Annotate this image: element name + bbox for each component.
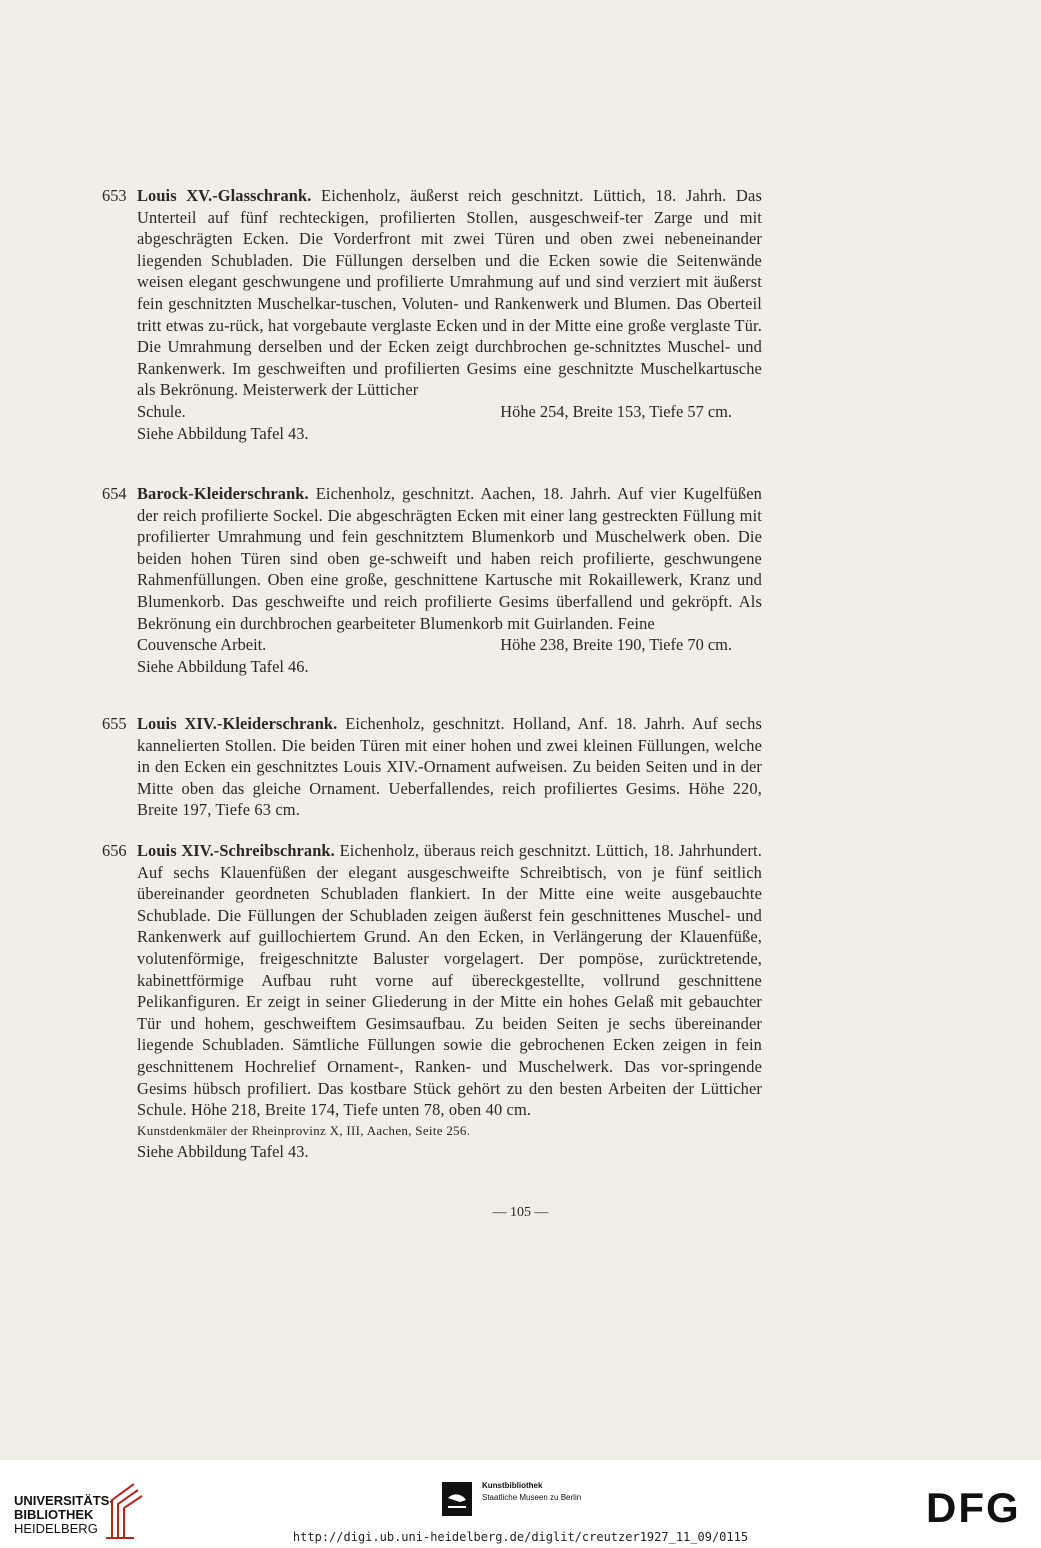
entry-text: Eichenholz, geschnitzt. Aachen, 18. Jahrh. Auf vier Kugelfüßen der reich profilierte Sockel. Die abgeschrägten Ecken mit einer lang gestreckten Füllung mit profilierter Umrahmung und fein geschnitztem Blumenkorb und Muschelwerk oben. Die beiden hohen Türen sind oben ge-schweift und haben reich profilierte, geschwungene Rahmenfüllungen. Oben eine große, geschnittene Kartusche mit Rokaillewerk, Kranz und Blumenkorb. Das geschweifte und reich profilierte Gesims überfallend und gekröpft. Als Bekrönung ein durchbrochen gearbeiteter Blumenkorb mit Guirlanden. Feine [137,484,762,633]
footer-bar [0,1460,1041,1548]
entry-number: 655 [102,714,127,733]
entry-literature-reference: Kunstdenkmäler der Rheinprovinz X, III, Aachen, Seite 256. [137,1122,471,1138]
entry-body [137,185,762,401]
catalog-entry-653 [102,185,762,444]
entry-text: Eichenholz, geschnitzt. Holland, Anf. 18. Jahrh. Auf sechs kannelierten Stollen. Die beiden Türen mit einer hohen und zwei kleinen Füllungen, welche in den Ecken ein geschnitztes Louis XIV.-Ornament aufweisen. Zu beiden Seiten und in der Mitte oben das gleiche Ornament. Ueberfallendes, reich profiliertes Gesims. Höhe 220, Breite 197, Tiefe 63 cm. [137,714,762,820]
entry-body [137,483,762,634]
entry-number: 653 [102,186,127,205]
entry-last-text: Schule. [137,401,186,421]
entry-number: 654 [102,484,127,503]
entry-text: Eichenholz, äußerst reich geschnitzt. Lüttich, 18. Jahrh. Das Unterteil auf fünf rechteckigen, profilierten Stollen, ausgeschweif-ter Zarge und mit abgeschrägten Ecken. Die Vorderfront mit zwei Türen und oben zwei nebeneinander liegenden Schubladen. Die Füllungen derselben und die Ecken sowie die Seitenwände weisen elegant geschwungene und profilierte Umrahmung auf und sind verziert mit äußerst fein geschnitzten Muschelkar-tuschen, Voluten- und Rankenwerk und Blumen. Das Oberteil tritt etwas zu-rück, hat vorgebaute verglaste Ecken und in der Mitte eine große verglaste Tür. Die Umrahmung derselben und der Ecken zeigt durchbrochen ge-schnitztes Muschel- und Rankenwerk. Im geschweiften und profilierten Gesims eine geschnitzte Muschelkartusche als Bekrönung. Meisterwerk der Lütticher [137,186,762,400]
catalog-entry-654 [102,483,762,677]
entry-title: Barock-Kleiderschrank. [137,484,309,503]
dfg-logo[interactable]: DFG [926,1484,1021,1531]
ub-logo-line: UNIVERSITÄTS- [14,1493,114,1508]
ub-logo-line: HEIDELBERG [14,1521,98,1536]
entry-plate-reference: Siehe Abbildung Tafel 43. [137,1141,309,1161]
entry-title: Louis XV.-Glasschrank. [137,186,312,205]
kb-title: Kunstbibliothek [482,1481,543,1490]
kunstbibliothek-text [482,1480,581,1504]
entry-measure-line [137,401,732,423]
catalog-entry-656 [102,840,762,1162]
permalink-url[interactable]: http://digi.ub.uni-heidelberg.de/diglit/creutzer1927_11_09/0115 [292,1530,749,1544]
entry-plate-reference: Siehe Abbildung Tafel 43. [137,423,309,443]
entry-body [137,713,762,821]
ub-logo-line: BIBLIOTHEK [14,1507,94,1522]
entry-body [137,840,762,1121]
entry-plate-reference: Siehe Abbildung Tafel 46. [137,656,309,676]
kb-subtitle: Staatliche Museen zu Berlin [482,1493,582,1502]
entry-dimensions: Höhe 254, Breite 153, Tiefe 57 cm. [500,401,732,421]
entry-title: Louis XIV.-Schreibschrank. [137,841,335,860]
catalog-entry-655 [102,713,762,821]
entry-last-text: Couvensche Arbeit. [137,635,267,655]
entry-title: Louis XIV.-Kleiderschrank. [137,714,338,733]
entry-text: Eichenholz, überaus reich geschnitzt. Lüttich, 18. Jahrhundert. Auf sechs Klauenfüßen der elegant ausgeschweifte Schreibtisch, von je fünf seitlich übereinander geordneten Schubladen flankiert. In der Mitte eine weite ausgebauchte Schublade. Die Füllungen der Schubladen zeigen äußerst fein geschnittenes Muschel- und Rankenwerk auf guillochiertem Grund. An den Ecken, in Verlängerung der Klauenfüße, volutenförmige, freigeschnitzte Baluster vorgelagert. Der pompöse, zurücktretende, kabinettförmige Aufbau ruht vorne auf übereckgestellte, vollrund geschnittene Pelikanfiguren. Er zeigt in seiner Gliederung in der Mitte ein hohes Gelaß mit gebauchter Tür und hohem, geschweiftem Gesimsaufbau. Zu beiden Seiten je sechs übereinander liegende Schubladen. Sämtliche Füllungen sowie die gebrochenen Ecken zeigen in fein geschnittenem Hochrelief Ornament-, Ranken- und Muschelwerk. Das vor-springende Gesims hübsch profiliert. Das kostbare Stück gehört zu den besten Arbeiten der Lütticher Schule. Höhe 218, Breite 174, Tiefe unten 78, oben 40 cm. [137,841,763,1120]
entry-dimensions: Höhe 238, Breite 190, Tiefe 70 cm. [500,635,732,655]
entry-number: 656 [102,841,127,860]
page-number: — 105 — [492,1205,549,1220]
kunstbibliothek-logo-icon[interactable] [442,1482,472,1516]
entry-measure-line [137,634,732,656]
